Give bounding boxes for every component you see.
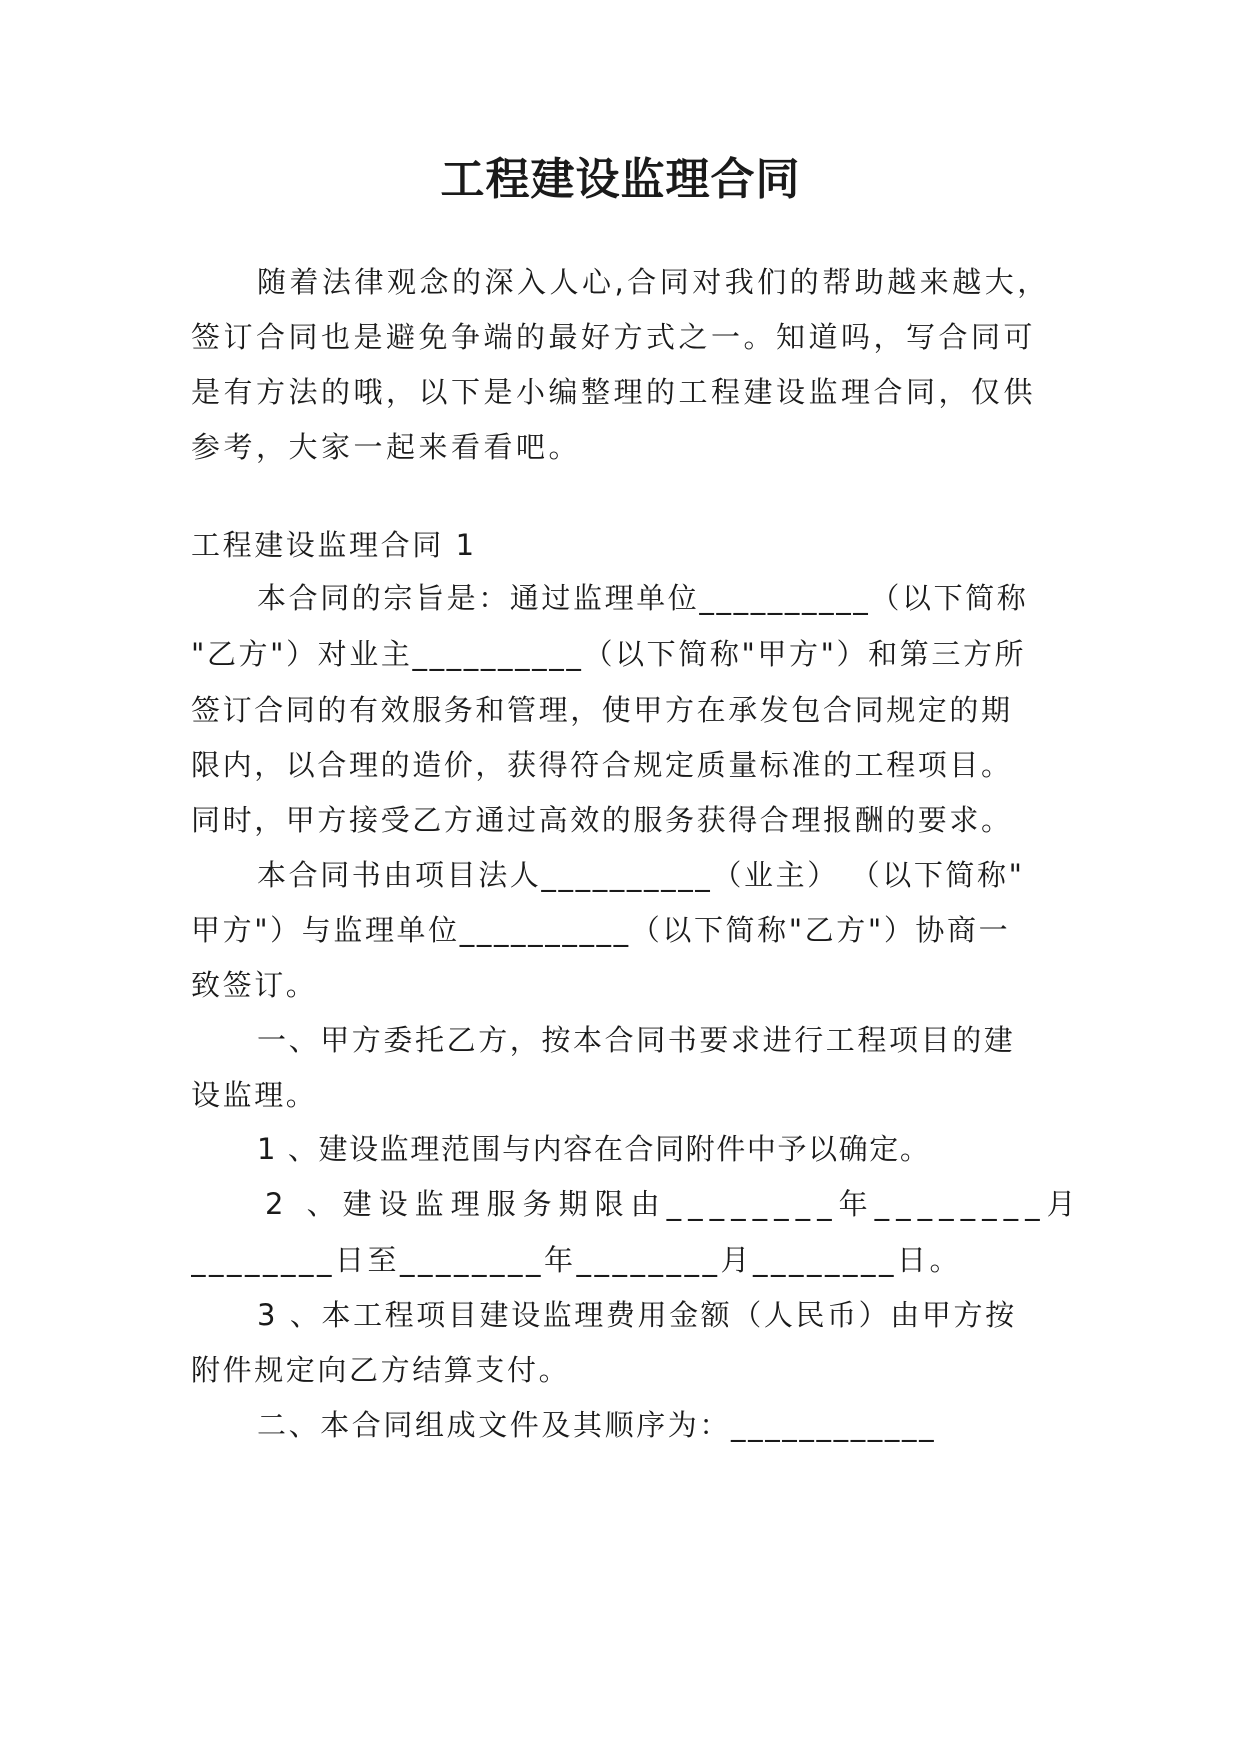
- paragraph-line: 同时，甲方接受乙方通过高效的服务获得合理报酬的要求。: [191, 803, 1013, 837]
- paragraph-line: 本合同书由项目法人__________（业主） （以下简称": [257, 858, 1025, 892]
- section-heading: 工程建设监理合同 1: [191, 528, 477, 562]
- paragraph-line: 二、本合同组成文件及其顺序为：____________: [257, 1408, 937, 1442]
- paragraph-line: 签订合同也是避免争端的最好方式之一。知道吗，写合同可: [191, 320, 1037, 354]
- paragraph-line: 甲方"）与监理单位__________（以下简称"乙方"）协商一: [191, 913, 1011, 947]
- paragraph-line: 随着法律观念的深入人心,合同对我们的帮助越来越大，: [257, 265, 1050, 299]
- paragraph-line: 一、甲方委托乙方，按本合同书要求进行工程项目的建: [257, 1023, 1016, 1057]
- document-title: 工程建设监理合同: [440, 154, 801, 205]
- paragraph-line: 签订合同的有效服务和管理，使甲方在承发包合同规定的期: [191, 693, 1013, 727]
- paragraph-line: 附件规定向乙方结算支付。: [191, 1353, 571, 1387]
- paragraph-line: 1 、建设监理范围与内容在合同附件中予以确定。: [257, 1132, 931, 1166]
- paragraph-line: "乙方"）对业主__________（以下简称"甲方"）和第三方所: [191, 637, 1027, 671]
- paragraph-line: 限内，以合理的造价，获得符合规定质量标准的工程项目。: [191, 748, 1013, 782]
- paragraph-line: 参考，大家一起来看看吧。: [191, 430, 582, 464]
- paragraph-line: 本合同的宗旨是：通过监理单位__________（以下简称: [257, 581, 1029, 615]
- paragraph-line: 是有方法的哦，以下是小编整理的工程建设监理合同，仅供: [191, 375, 1037, 409]
- paragraph-line: 2 、建设监理服务期限由________年________月: [265, 1187, 1083, 1221]
- paragraph-line: 致签订。: [191, 968, 318, 1002]
- paragraph-line: 3 、本工程项目建设监理费用金额（人民币）由甲方按: [257, 1298, 1017, 1332]
- paragraph-line: 设监理。: [191, 1078, 318, 1112]
- paragraph-line: ________日至________年________月________日。: [191, 1243, 963, 1277]
